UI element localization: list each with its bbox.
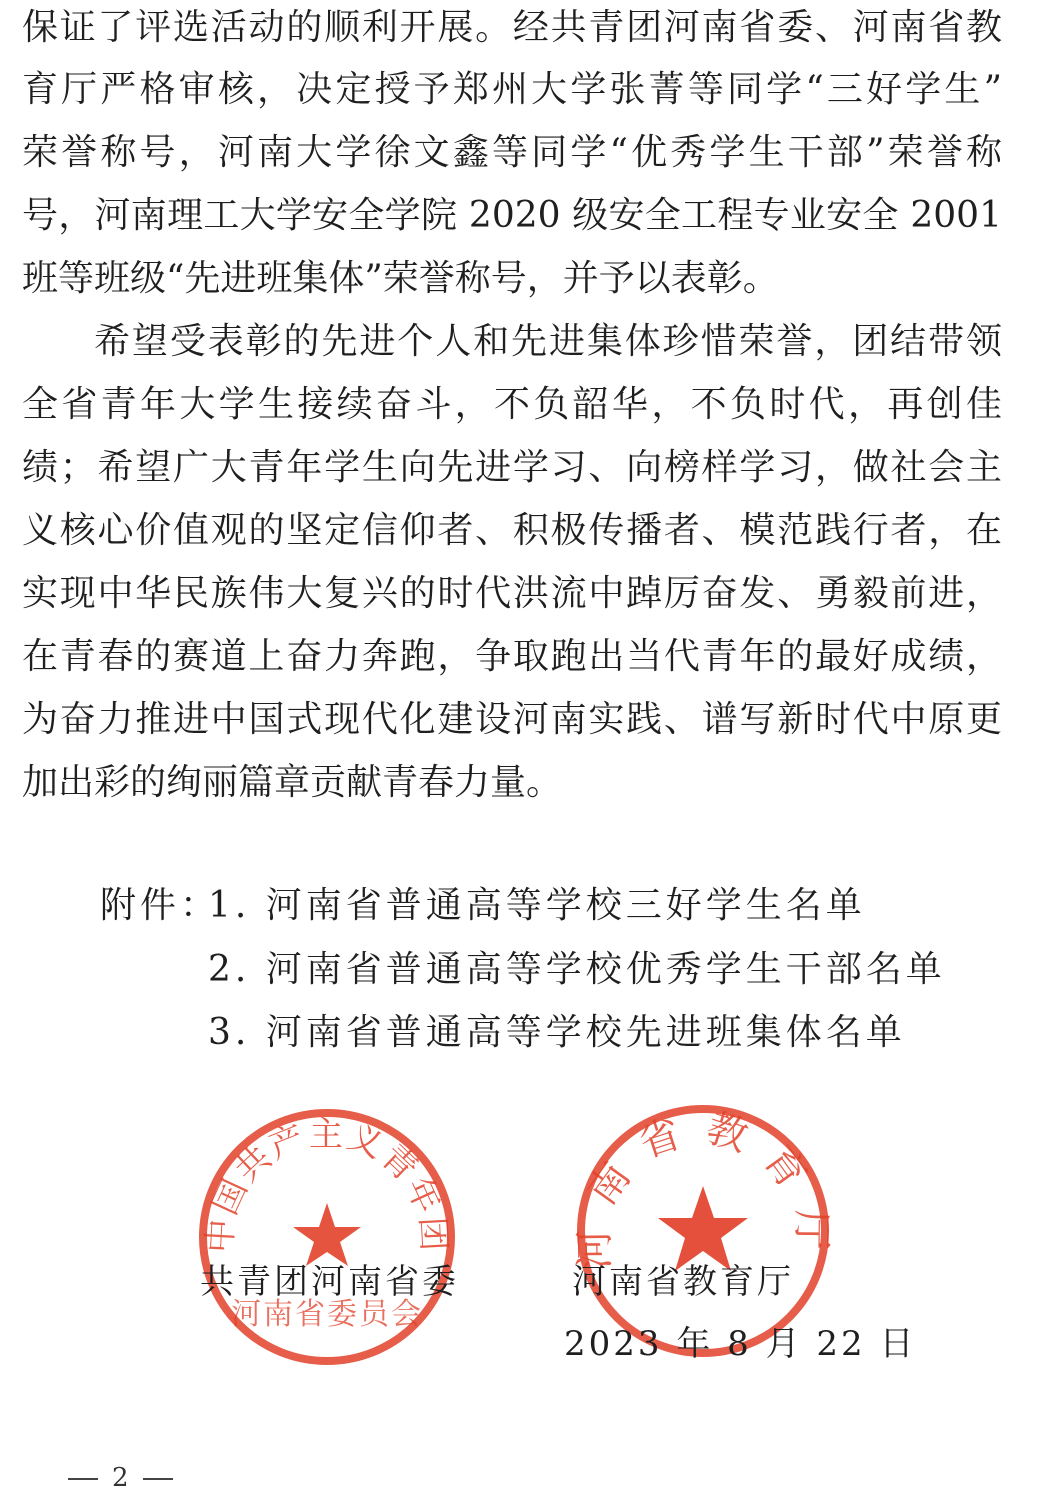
body-line: 全省青年大学生接续奋斗，不负韶华，不负时代，再创佳 [22,384,1002,425]
page-number [54,1462,187,1494]
seal-left-ring-text: 中国共产主义青年团 [200,1114,454,1254]
body-line: 为奋力推进中国式现代化建设河南实践、谱写新时代中原更 [22,699,1002,740]
body-line: 班等班级“先进班集体”荣誉称号，并予以表彰。 [22,258,779,299]
body-line: 荣誉称号，河南大学徐文鑫等同学“优秀学生干部”荣誉称 [22,132,1002,173]
body-line: 加出彩的绚丽篇章贡献青春力量。 [22,762,563,803]
seal-right-ring-text: 河南省教育厅 [571,1104,835,1270]
seal-left-bottom-text: 河南省委员会 [231,1297,423,1332]
star-icon [293,1203,361,1266]
body-line: 保证了评选活动的顺利开展。经共青团河南省委、河南省教 [22,7,1002,48]
star-icon [658,1186,748,1271]
page-number-value: 2 [112,1463,129,1493]
body-line: 在青春的赛道上奋力奔跑，争取跑出当代青年的最好成绩， [22,636,1002,677]
body-line: 育厅严格审核，决定授予郑州大学张菁等同学“三好学生” [22,69,1002,110]
signature-right: 河南省教育厅 [572,1262,794,1302]
body-line: 义核心价值观的坚定信仰者、积极传播者、模范践行者，在 [22,510,1002,551]
signature-date: 2023 年 8 月 22 日 [564,1324,917,1364]
seal-left [192,1102,462,1372]
attachments-label: 附件： [100,885,221,926]
body-line: 号，河南理工大学安全学院 2020 级安全工程专业安全 2001 [22,195,1002,236]
body-line: 绩；希望广大青年学生向先进学习、向榜样学习，做社会主 [22,447,1002,488]
attachment-item: 2. 河南省普通高等学校优秀学生干部名单 [208,949,946,990]
attachment-item: 3. 河南省普通高等学校先进班集体名单 [208,1012,906,1053]
body-line: 实现中华民族伟大复兴的时代洪流中踔厉奋发、勇毅前进， [22,573,1002,614]
attachment-item: 1. 河南省普通高等学校三好学生名单 [208,885,866,926]
page-number-dash-right [143,1478,173,1480]
signature-left: 共青团河南省委 [200,1262,459,1302]
page-number-dash-left [68,1478,98,1480]
body-line: 希望受表彰的先进个人和先进集体珍惜荣誉，团结带领 [94,321,1002,362]
